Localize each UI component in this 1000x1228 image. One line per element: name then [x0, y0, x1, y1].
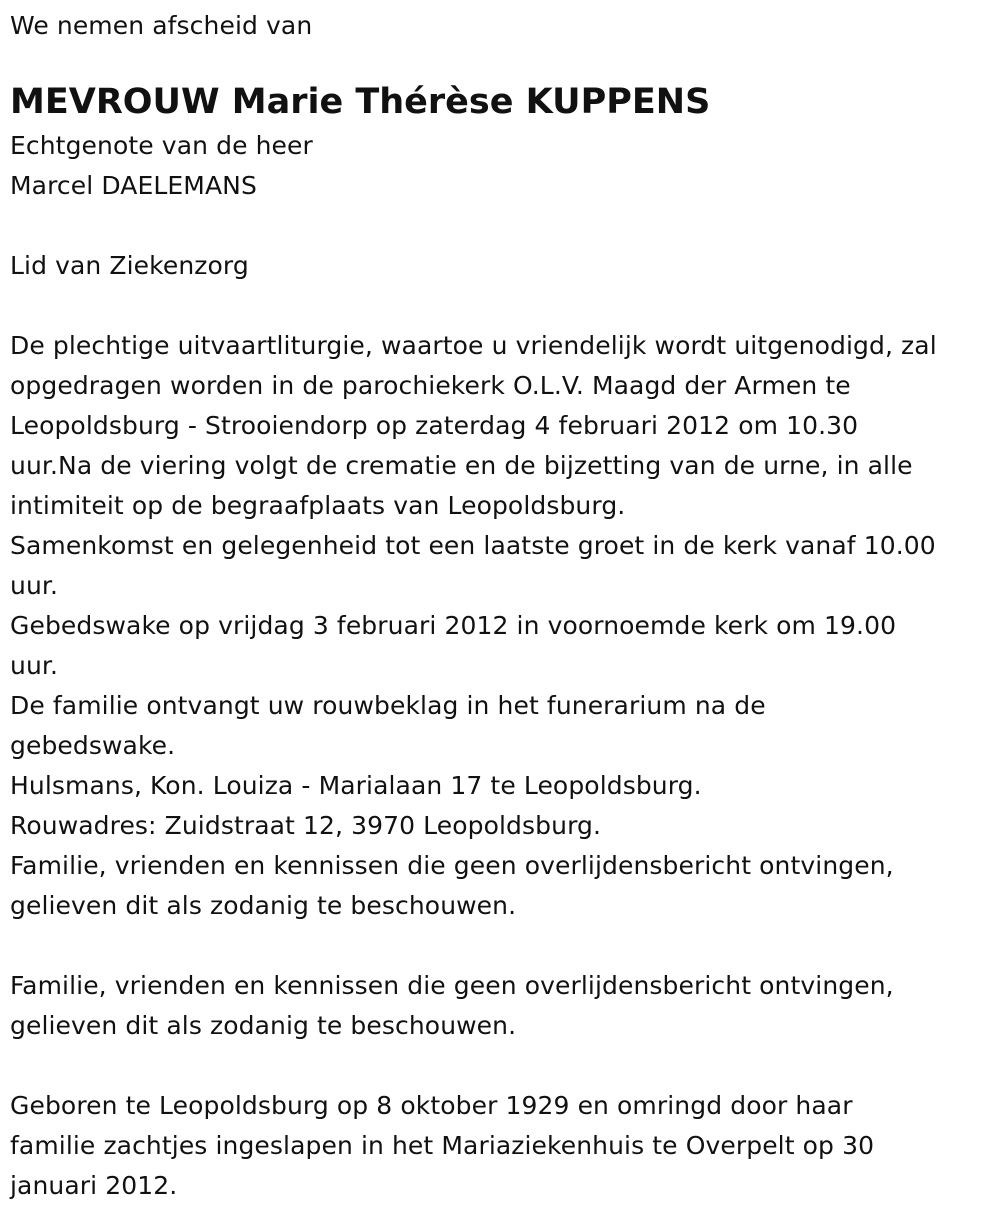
paragraph-line: Rouwadres: Zuidstraat 12, 3970 Leopoldsburg. — [10, 811, 602, 840]
paragraph-line: januari 2012. — [10, 1171, 178, 1200]
paragraph-line: Geboren te Leopoldsburg op 8 oktober 1929 en omringd door haar — [10, 1091, 853, 1120]
paragraph-line: uur.Na de viering volgt de crematie en de bijzetting van de urne, in alle — [10, 451, 913, 480]
paragraph-line: gebedswake. — [10, 731, 176, 760]
paragraph-line: Familie, vrienden en kennissen die geen overlijdensbericht ontvingen, — [10, 971, 894, 1000]
obituary-notice — [10, 6, 995, 1206]
paragraph-line: Gebedswake op vrijdag 3 februari 2012 in voornoemde kerk om 19.00 — [10, 611, 897, 640]
funeral-paragraph — [10, 326, 995, 926]
spacer — [10, 206, 995, 246]
repeat-paragraph — [10, 966, 995, 1046]
spouse-line-2: Marcel DAELEMANS — [10, 171, 257, 200]
spacer — [10, 286, 995, 326]
paragraph-line: uur. — [10, 571, 59, 600]
paragraph-line: Samenkomst en gelegenheid tot een laatste groet in de kerk vanaf 10.00 — [10, 531, 936, 560]
spacer — [10, 926, 995, 966]
spouse-line-1: Echtgenote van de heer — [10, 131, 313, 160]
paragraph-line: intimiteit op de begraafplaats van Leopoldsburg. — [10, 491, 626, 520]
paragraph-line: gelieven dit als zodanig te beschouwen. — [10, 891, 517, 920]
membership-text: Lid van Ziekenzorg — [10, 251, 249, 280]
intro-text: We nemen afscheid van — [10, 11, 313, 40]
birth-paragraph — [10, 1086, 995, 1206]
paragraph-line: De familie ontvangt uw rouwbeklag in het funerarium na de — [10, 691, 766, 720]
paragraph-line: Hulsmans, Kon. Louiza - Marialaan 17 te Leopoldsburg. — [10, 771, 702, 800]
paragraph-line: De plechtige uitvaartliturgie, waartoe u vriendelijk wordt uitgenodigd, zal — [10, 331, 937, 360]
paragraph-line: uur. — [10, 651, 59, 680]
spacer — [10, 1046, 995, 1086]
paragraph-line: Leopoldsburg - Strooiendorp op zaterdag 4 februari 2012 om 10.30 — [10, 411, 859, 440]
paragraph-line: opgedragen worden in de parochiekerk O.L.V. Maagd der Armen te — [10, 371, 851, 400]
paragraph-line: Familie, vrienden en kennissen die geen overlijdensbericht ontvingen, — [10, 851, 894, 880]
paragraph-line: familie zachtjes ingeslapen in het Mariaziekenhuis te Overpelt op 30 — [10, 1131, 875, 1160]
deceased-name: MEVROUW Marie Thérèse KUPPENS — [10, 82, 711, 122]
paragraph-line: gelieven dit als zodanig te beschouwen. — [10, 1011, 517, 1040]
